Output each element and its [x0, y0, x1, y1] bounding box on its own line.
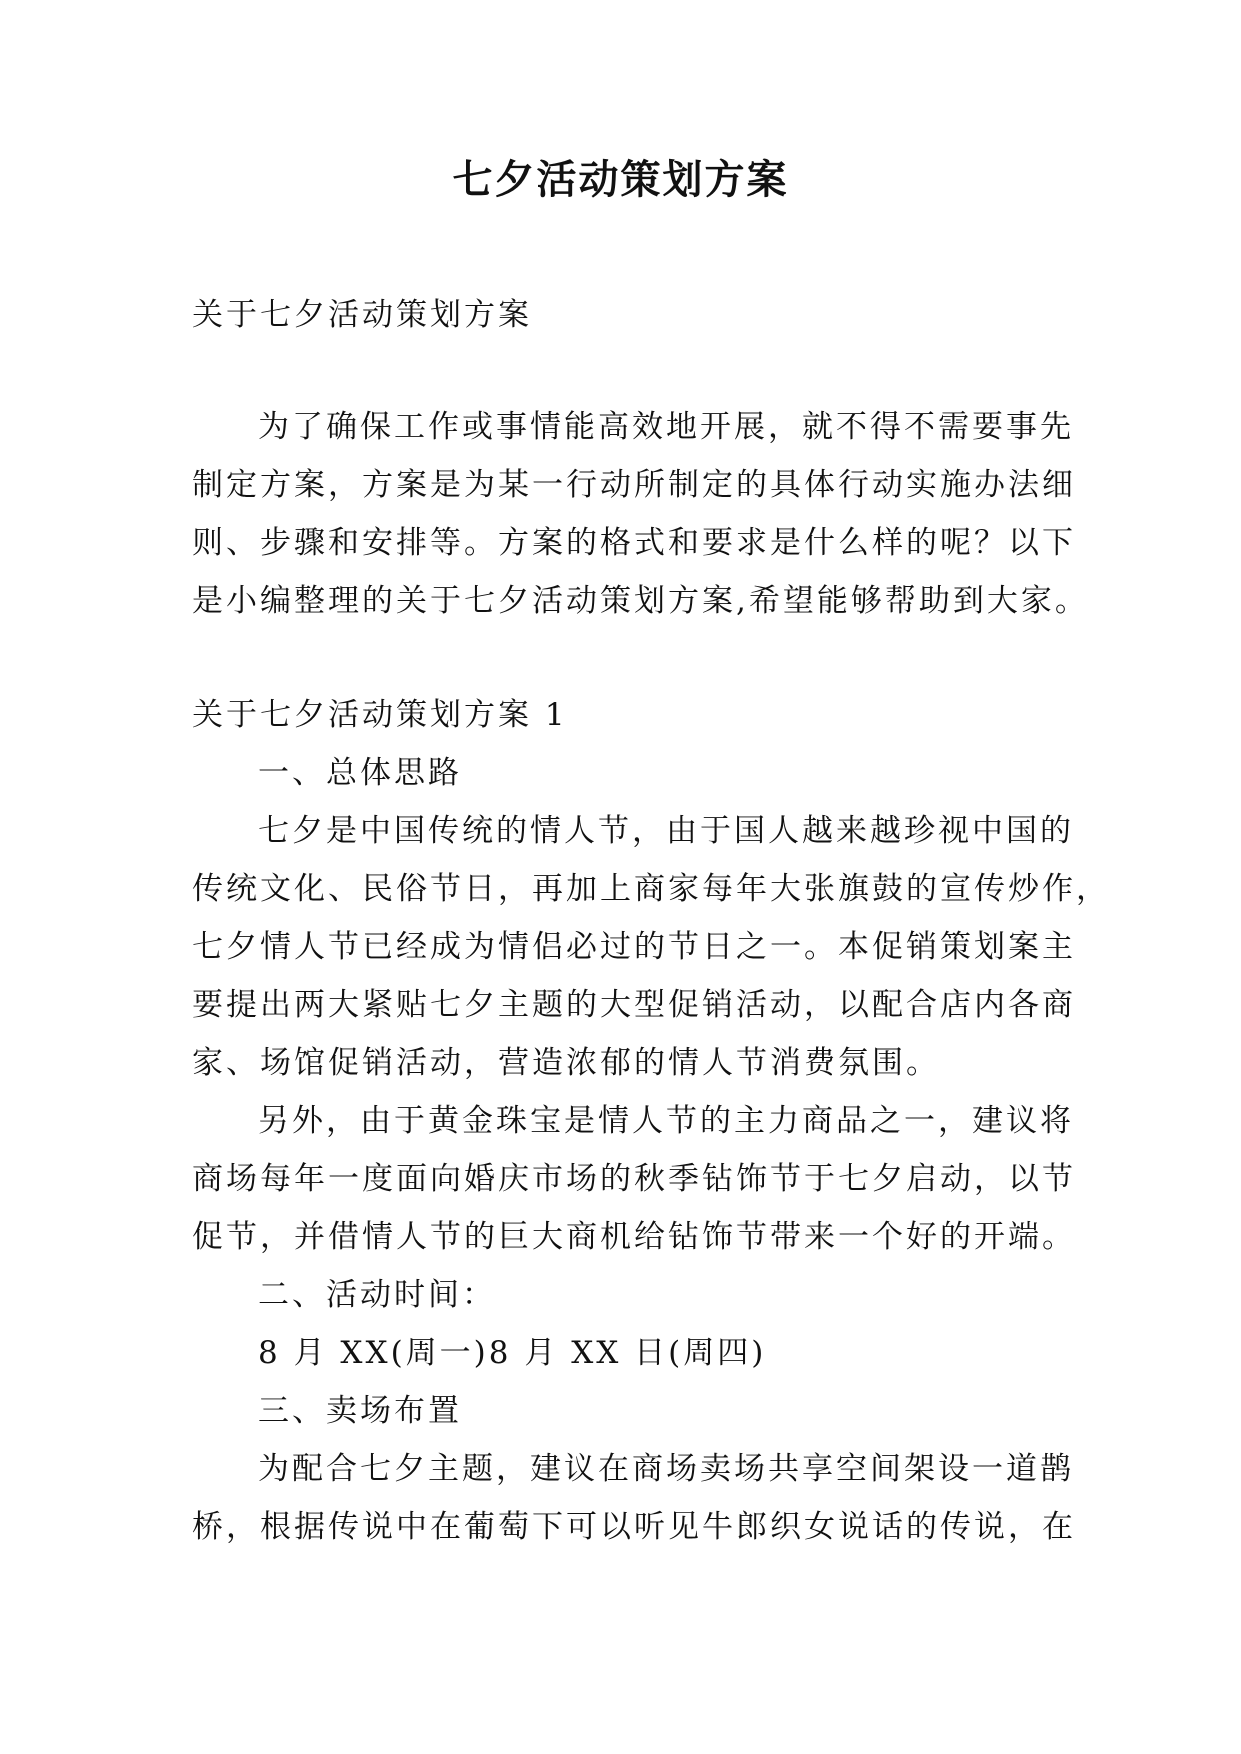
part1-heading: 一、总体思路 [258, 755, 462, 791]
subtitle: 关于七夕活动策划方案 [192, 297, 532, 333]
paragraph-line: 家、场馆促销活动，营造浓郁的情人节消费氛围。 [192, 1045, 940, 1081]
paragraph-line: 要提出两大紧贴七夕主题的大型促销活动，以配合店内各商 [192, 987, 1076, 1023]
part2-heading: 二、活动时间： [258, 1277, 496, 1313]
document-body [192, 286, 1110, 1556]
paragraph-line: 七夕情人节已经成为情侣必过的节日之一。本促销策划案主 [192, 929, 1076, 965]
paragraph-line: 另外，由于黄金珠宝是情人节的主力商品之一，建议将 [258, 1103, 1074, 1139]
intro-paragraph [192, 398, 1089, 630]
part2-time: 8 月 XX(周一)8 月 XX 日(周四) [258, 1335, 767, 1371]
paragraph-line: 七夕是中国传统的情人节，由于国人越来越珍视中国的 [258, 813, 1074, 849]
intro-line: 制定方案，方案是为某一行动所制定的具体行动实施办法细 [192, 467, 1076, 503]
section-heading: 关于七夕活动策划方案 1 [192, 697, 568, 733]
intro-line: 是小编整理的关于七夕活动策划方案,希望能够帮助到大家。 [192, 583, 1089, 619]
paragraph-line: 促节，并借情人节的巨大商机给钻饰节带来一个好的开端。 [192, 1219, 1076, 1255]
part1-paragraph-2 [192, 1092, 1076, 1266]
intro-line: 则、步骤和安排等。方案的格式和要求是什么样的呢？以下 [192, 525, 1076, 561]
part1-paragraph-1 [192, 802, 1110, 1092]
paragraph-line: 为配合七夕主题，建议在商场卖场共享空间架设一道鹊 [258, 1451, 1074, 1487]
document-title: 七夕活动策划方案 [452, 156, 789, 203]
part3-paragraph [192, 1440, 1076, 1556]
intro-line: 为了确保工作或事情能高效地开展，就不得不需要事先 [258, 409, 1074, 445]
paragraph-line: 传统文化、民俗节日，再加上商家每年大张旗鼓的宣传炒作， [192, 871, 1110, 907]
part3-heading: 三、卖场布置 [258, 1393, 462, 1429]
paragraph-line: 桥，根据传说中在葡萄下可以听见牛郎织女说话的传说，在 [192, 1509, 1076, 1545]
paragraph-line: 商场每年一度面向婚庆市场的秋季钻饰节于七夕启动，以节 [192, 1161, 1076, 1197]
